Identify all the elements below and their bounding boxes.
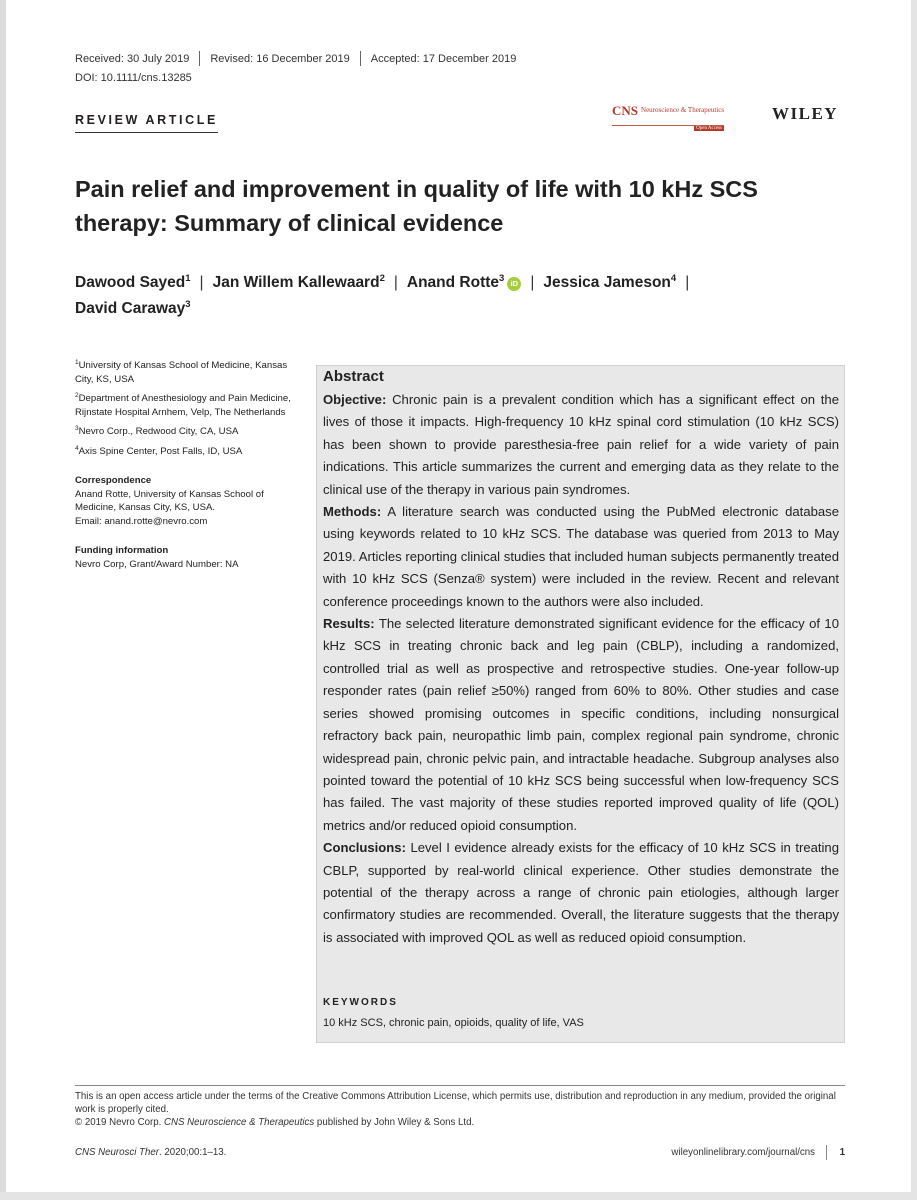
revised-date: Revised: 16 December 2019 — [210, 52, 350, 65]
journal-logo-subtitle: Neuroscience & Therapeutics — [641, 106, 725, 114]
license-notice — [75, 1090, 845, 1129]
received-date: Received: 30 July 2019 — [75, 52, 190, 65]
abstract-results: Results: The selected literature demonstrated significant evidence for the efficacy of 10 kHz SCS in treating chronic back and leg pain (CBLP), including a randomized, controlled trial as well as prospective and retrospective studies. One-year follow-up responder rates (pain relief ≥50%) ranged from 60% to 80%. Other studies and case series showed promising outcomes in specific conditions, including nonsurgical refractory back pain, neuropathic limb pain, complex regional pain syndrome, chronic widespread pain, chronic pelvic pain, and intractable headache. Subgroup analyses also pointed toward the potential of 10 kHz SCS being successful when low-frequency SCS has failed. The vast majority of these studies reported improved quality of life (QOL) metrics and/or reduced opioid consumption. — [323, 616, 839, 833]
correspondence-text: Anand Rotte, University of Kansas School of Medicine, Kansas City, KS, USA. — [75, 488, 264, 513]
affiliation-marker: 1 — [185, 272, 191, 284]
abstract-conclusions: Conclusions: Level I evidence already exists for the efficacy of 10 kHz SCS in treating CBLP, supported by real-world clinical experience. Other studies demonstrate the potential of the therapy across a range of chronic pain etiologies, although larger confirmatory studies are recommended. Overall, the literature suggests that the therapy is associated with improved QOL as well as reduced opioid consumption. — [323, 840, 839, 945]
funding-heading: Funding information — [75, 545, 169, 556]
affiliation: $^2$Department of Anesthesiology and Pain Medicine, Rijnstate Hospital Arnhem, Velp, The Netherlands — [75, 391, 291, 418]
history-dates — [75, 51, 516, 66]
license-text: This is an open access article under the terms of the Creative Commons Attribution License, which permits use, distribution and reproduction in any medium, provided the original work is properly cited. — [75, 1091, 836, 1115]
author-list: Dawood Sayed$^1$ | Jan Willem Kallewaard$^2$ | Anand Rotte$^3$ iD | Jessica Jameson$^4$ | David Caraway$^3$ — [75, 272, 690, 317]
divider — [826, 1145, 827, 1160]
author-name[interactable]: Dawood Sayed — [75, 274, 186, 291]
funding-text: Nevro Corp, Grant/Award Number: NA — [75, 558, 239, 570]
divider — [199, 51, 200, 66]
affiliation-marker: 4 — [670, 272, 677, 284]
affiliation: $^4$Axis Spine Center, Post Falls, ID, USA — [75, 444, 243, 457]
orcid-icon[interactable]: iD — [507, 277, 521, 291]
abstract-objective: Objective: Chronic pain is a prevalent condition which has a significant effect on the lives of those it impacts. High-frequency 10 kHz spinal cord stimulation (10 kHz SCS) has been shown to provide paresthesia-free pain relief for a wide variety of pain indications. This article summarizes the current and emerging data as they relate to the clinical use of the therapy in various pain syndromes. — [323, 392, 839, 497]
article-title: Pain relief and improvement in quality of life with 10 kHz SCS therapy: Summary of clinical evidence — [75, 176, 758, 236]
footer-divider — [75, 1085, 845, 1086]
open-access-badge: Open Access — [696, 126, 723, 131]
affiliation: $^3$Nevro Corp., Redwood City, CA, USA — [75, 424, 239, 437]
author-name[interactable]: Anand Rotte — [406, 274, 500, 291]
page-frame-right — [911, 0, 917, 1200]
correspondence-email[interactable]: Email: anand.rotte@nevro.com — [75, 515, 208, 527]
doi[interactable]: DOI: 10.1111/cns.13285 — [75, 72, 192, 84]
keywords-heading: KEYWORDS — [323, 997, 398, 1008]
divider — [360, 51, 361, 66]
correspondence-heading: Correspondence — [75, 475, 152, 486]
journal-logo — [612, 103, 725, 131]
article-type: REVIEW ARTICLE — [75, 113, 218, 133]
affiliation: $^1$University of Kansas School of Medicine, Kansas City, KS, USA — [75, 358, 288, 385]
citation: CNS Neurosci Ther. 2020;00:1–13. — [75, 1147, 227, 1158]
journal-logo-text: CNS — [612, 103, 639, 118]
publisher-logo: WILEY — [772, 104, 839, 123]
article-sidebar — [75, 359, 305, 571]
affiliation-marker: 2 — [379, 272, 385, 284]
page-frame-left — [0, 0, 6, 1200]
copyright: © 2019 Nevro Corp. CNS Neuroscience & Therapeutics published by John Wiley & Sons Ltd. — [75, 1117, 475, 1128]
page-frame-bottom — [0, 1192, 917, 1200]
abstract-methods: Methods: A literature search was conducted using the PubMed electronic database using keywords related to 10 kHz SCS. The database was queried from 2013 to May 2019. Articles reporting clinical studies that included human subjects permanently treated with 10 kHz SCS (Senza® system) were included in the review. Recent and relevant conference proceedings known to the authors were also included. — [323, 504, 839, 609]
author-name[interactable]: Jan Willem Kallewaard — [212, 274, 380, 291]
keywords: 10 kHz SCS, chronic pain, opioids, quality of life, VAS — [323, 1017, 584, 1029]
abstract-body — [323, 389, 839, 949]
abstract-heading: Abstract — [323, 368, 384, 385]
author-name[interactable]: Jessica Jameson — [543, 274, 671, 291]
affiliation-marker: 3 — [185, 298, 191, 310]
accepted-date: Accepted: 17 December 2019 — [370, 52, 517, 65]
journal-url[interactable]: wileyonlinelibrary.com/journal/cns — [671, 1147, 815, 1158]
author-name[interactable]: David Caraway — [75, 300, 186, 317]
page-number: 1 — [839, 1147, 845, 1158]
affiliation-marker: 3 — [499, 272, 505, 284]
